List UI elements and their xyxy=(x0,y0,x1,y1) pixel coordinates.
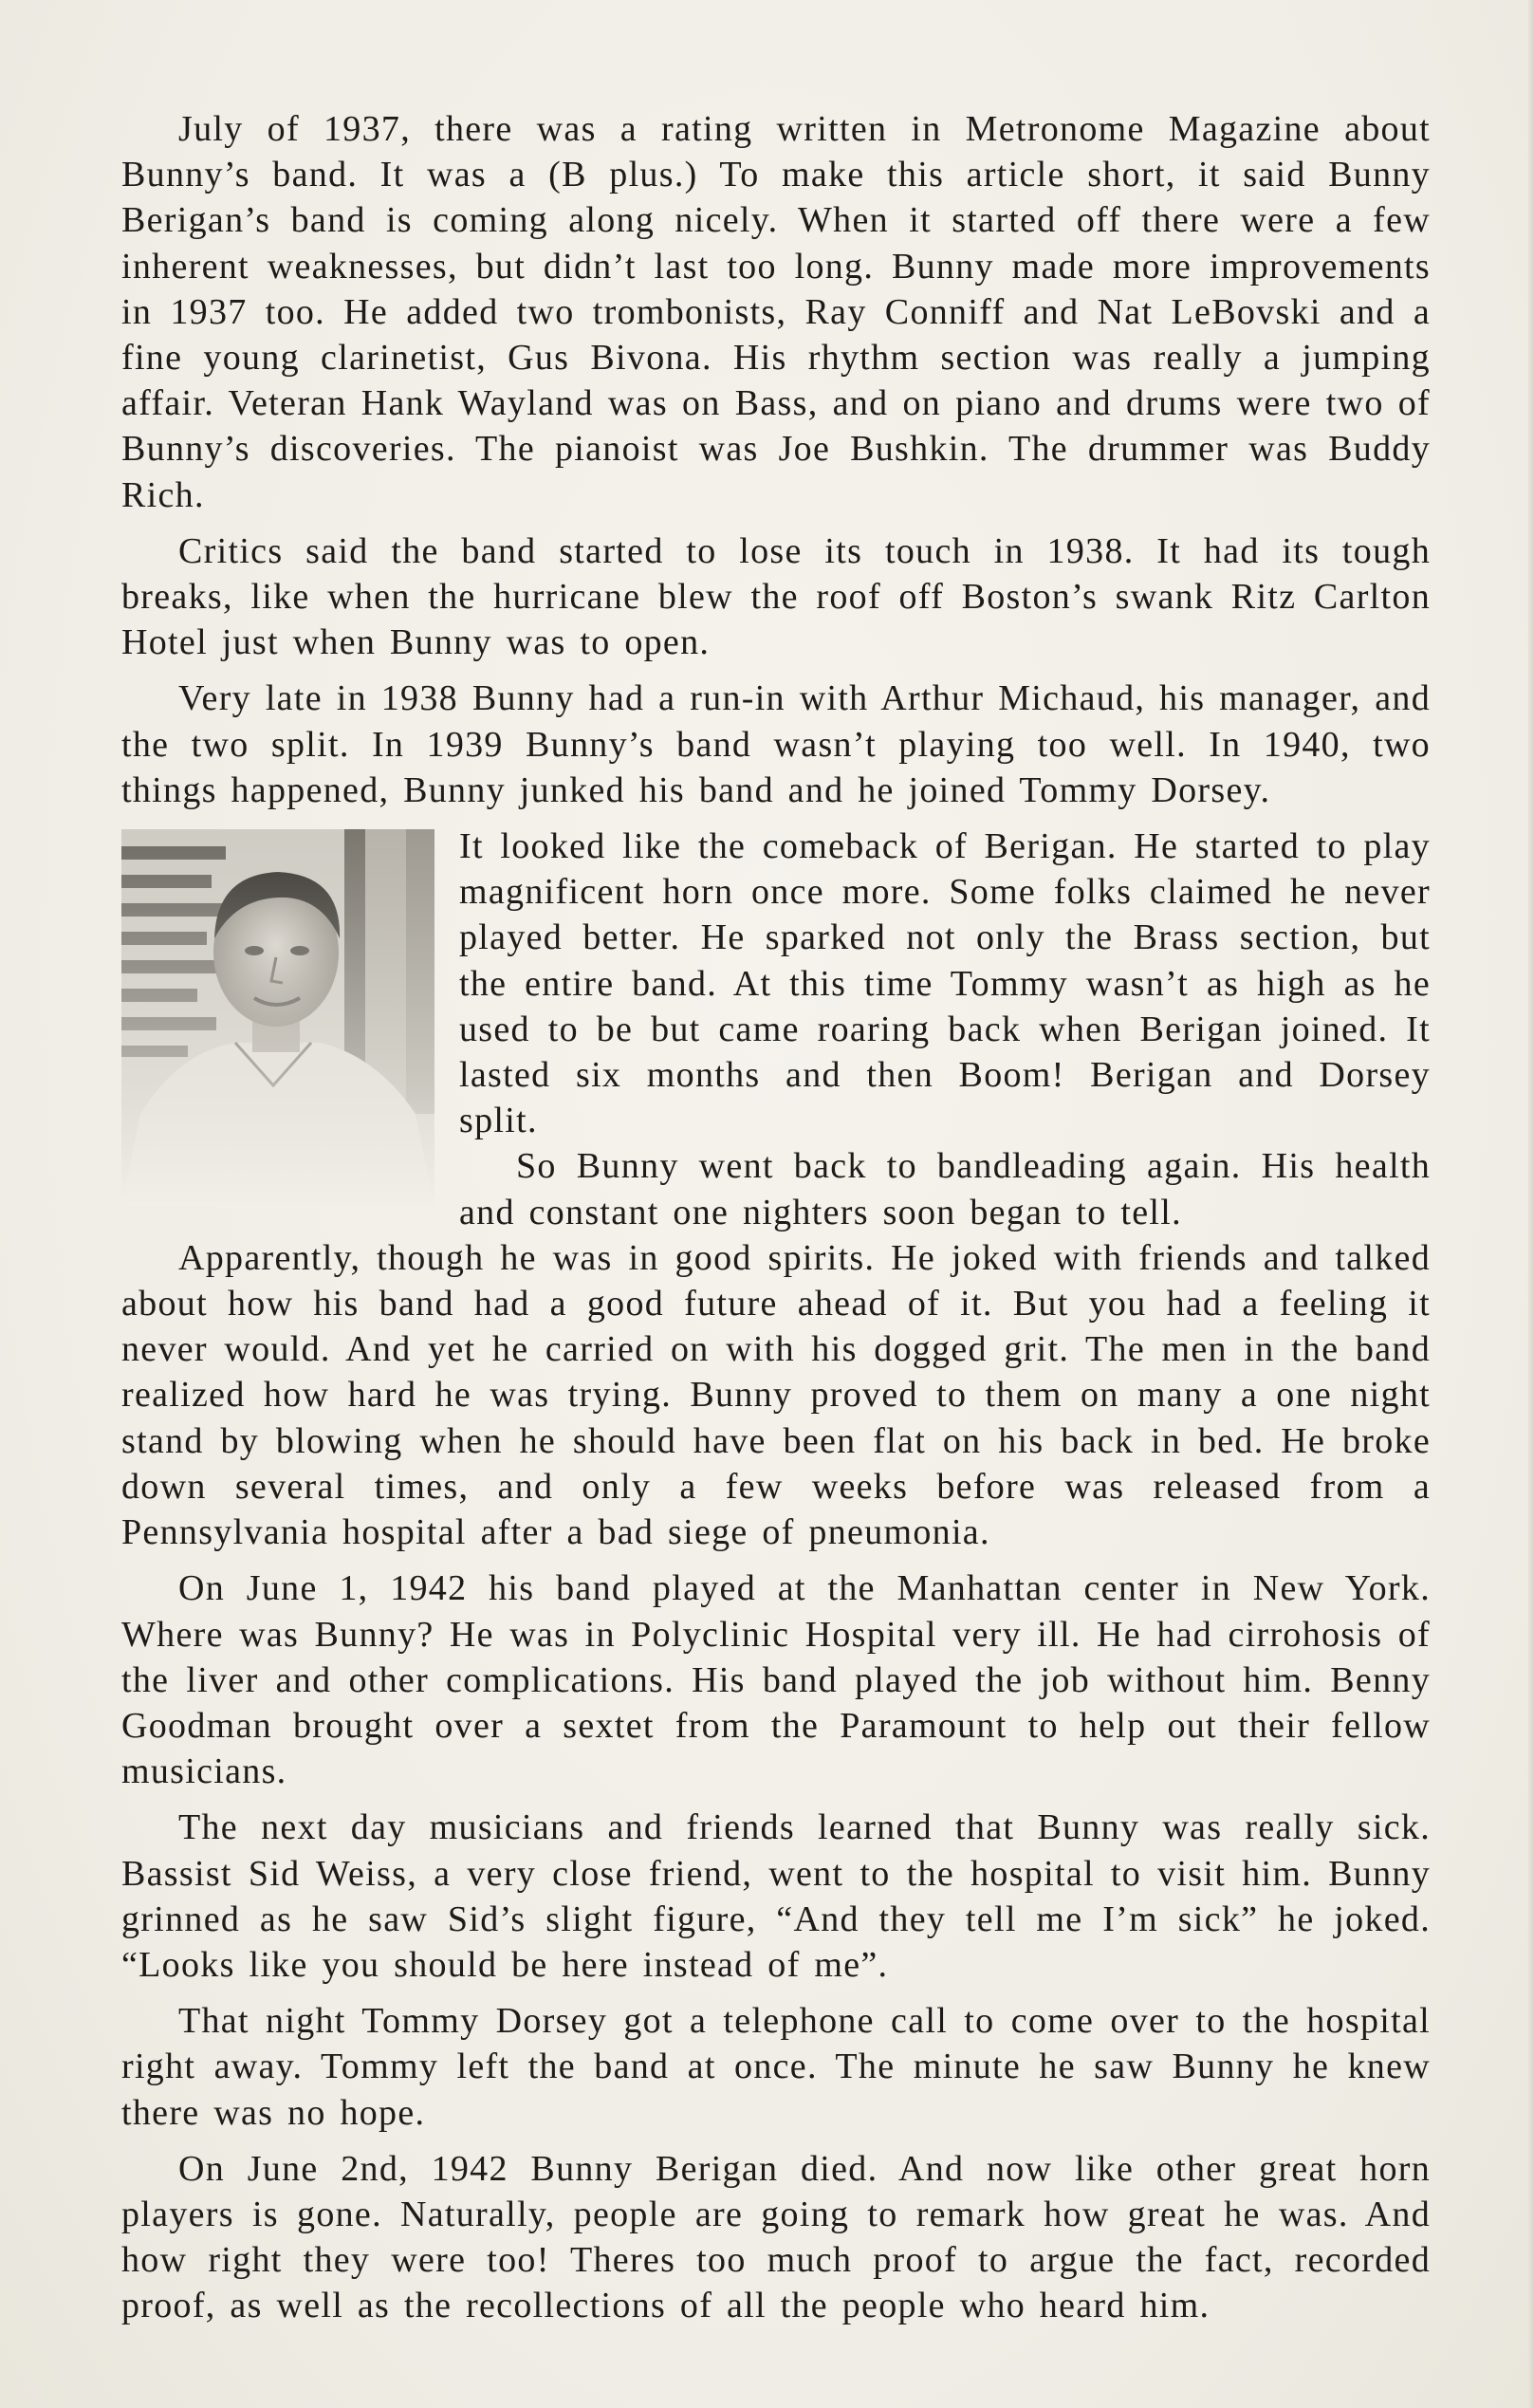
paragraph-closing-3: That night Tommy Dorsey got a telephone call to come over to the hospital right away. Tommy left the band at once. The minute he saw Bunny he knew there was no hope. xyxy=(121,2001,1431,2133)
portrait-photo xyxy=(121,824,434,1208)
paragraph-3: Very late in 1938 Bunny had a run-in with Arthur Michaud, his manager, and the two split. In 1939 Bunny’s band wasn’t playing too well. In 1940, two things happened, Bunny junked his band and he joined Tommy Dorsey. xyxy=(121,678,1431,810)
article-body xyxy=(121,106,1431,2340)
paragraph-2: Critics said the band started to lose its touch in 1938. It had its tough breaks, like when the hurricane blew the roof off Boston’s swank Ritz Carlton Hotel just when Bunny was to open. xyxy=(121,530,1431,663)
paragraph-after-photo: Apparently, though he was in good spirits. He joked with friends and talked about how his band had a good future ahead of it. But you had a feeling it never would. And yet he carried on with his dogged grit. The men in the band realized how hard he was trying. Bunny proved to them on many a one night stand by blowing when he should have been flat on his back in bed. He broke down several times, and only a few weeks before was released from a Pennsylvania hospital after a bad siege of pneumonia. xyxy=(121,1237,1431,1553)
paragraph-closing-4: On June 2nd, 1942 Bunny Berigan died. And now like other great horn players is gone. Naturally, people are going to remark how great he was. And how right they were too! Theres too much proof to argue the fact, recorded proof, as well as the recollections of all the people who heard him. xyxy=(121,2148,1431,2326)
portrait-image xyxy=(121,829,434,1207)
paragraph-closing-1: On June 1, 1942 his band played at the Manhattan center in New York. Where was Bunny? He was in Polyclinic Hospital very ill. He had cirrohosis of the liver and other complications. His band played the job without him. Benny Goodman brought over a sextet from the Paramount to help out their fellow musicians. xyxy=(121,1568,1431,1792)
paragraph-1: July of 1937, there was a rating written in Metronome Magazine about Bunny’s band. It was a (B plus.) To make this article short, it said Bunny Berigan’s band is coming along nicely. When it started off there were a few inherent weaknesses, but didn’t last too long. Bunny made more improvements in 1937 too. He added two trombonists, Ray Conniff and Nat LeBovski and a fine young clarinetist, Gus Bivona. His rhythm section was really a jumping affair. Veteran Hank Wayland was on Bass, and on piano and drums were two of Bunny’s discoveries. The pianoist was Joe Bushkin. The drummer was Buddy Rich. xyxy=(121,109,1431,515)
paragraph-closing-2: The next day musicians and friends learned that Bunny was really sick. Bassist Sid Weiss, a very close friend, went to the hospital to visit him. Bunny grinned as he saw Sid’s slight figure, “And they tell me I’m sick” he joked. “Looks like you should be here instead of me”. xyxy=(121,1807,1431,1985)
paragraph-wrapped: It looked like the comeback of Berigan. He started to play magnificent horn once more. Some folks claimed he never played better. He sparked not only the Brass section, but the entire band. At this time Tommy wasn’t as high as he used to be but came roaring back when Berigan joined. It lasted six months and then Boom! Berigan and Dorsey split. xyxy=(459,826,1431,1141)
paragraph-wrapped-2: So Bunny went back to bandleading again. His health and constant one nighters soon began to tell. xyxy=(459,1146,1431,1232)
page-edge xyxy=(1528,0,1534,2408)
